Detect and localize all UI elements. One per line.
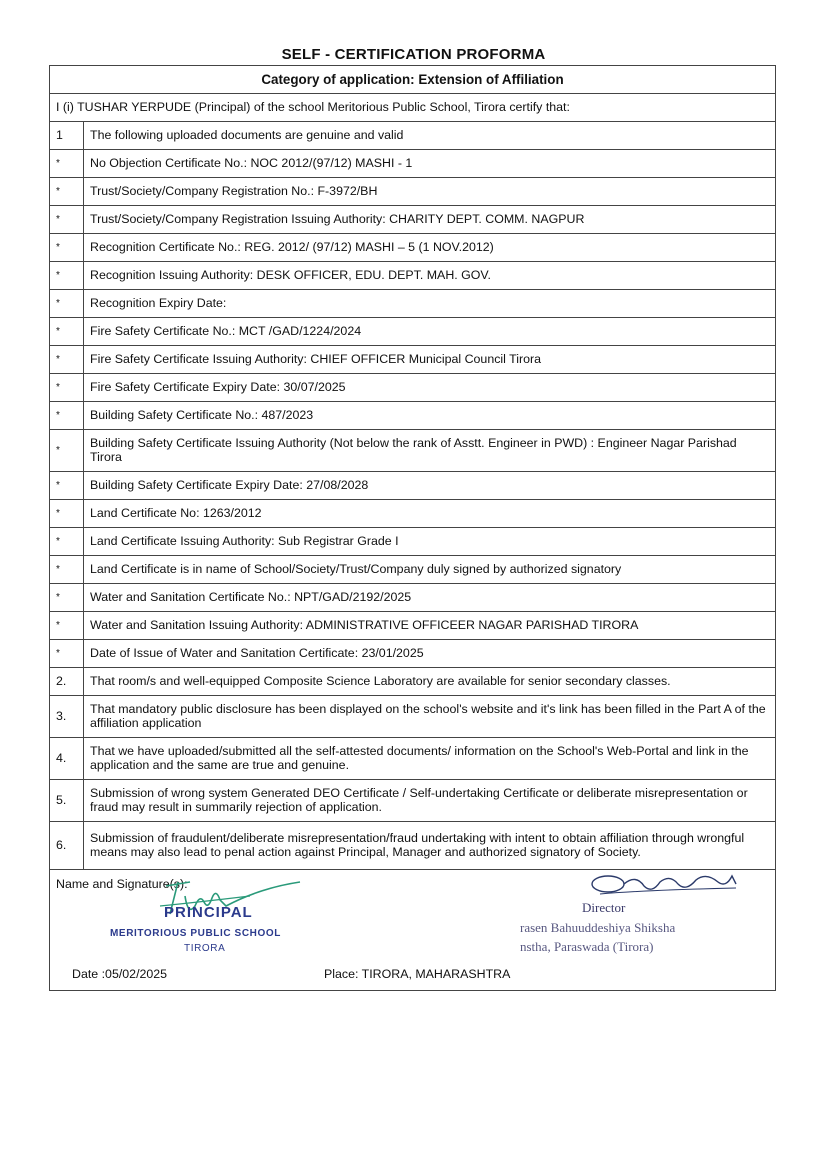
signature-label: Name and Signature(s):	[56, 877, 188, 891]
table-row: * Fire Safety Certificate Issuing Authority: CHIEF OFFICER Municipal Council Tirora	[50, 346, 776, 374]
sanstha-name-line2: nstha, Paraswada (Tirora)	[520, 939, 654, 954]
principal-stamp-title: PRINCIPAL	[164, 904, 253, 921]
director-stamp	[516, 874, 736, 954]
table-row: * Fire Safety Certificate No.: MCT /GAD/1224/2024	[50, 318, 776, 346]
table-row: 3. That mandatory public disclosure has been displayed on the school's website and it's link has been filled in the Part A of the affiliation application	[50, 696, 776, 738]
table-row: * Land Certificate is in name of School/Society/Trust/Company duly signed by authorized signatory	[50, 556, 776, 584]
school-stamp-town: TIRORA	[184, 943, 226, 954]
table-row: * Fire Safety Certificate Expiry Date: 30/07/2025	[50, 374, 776, 402]
table-row: * Building Safety Certificate Issuing Authority (Not below the rank of Asstt. Engineer in PWD) : Engineer Nagar Parishad Tirora	[50, 430, 776, 472]
table-row: * Water and Sanitation Certificate No.: NPT/GAD/2192/2025	[50, 584, 776, 612]
declaration-line: I (i) TUSHAR YERPUDE (Principal) of the school Meritorious Public School, Tirora certify that:	[50, 94, 776, 122]
table-row: * Recognition Issuing Authority: DESK OFFICER, EDU. DEPT. MAH. GOV.	[50, 262, 776, 290]
school-stamp-name: MERITORIOUS PUBLIC SCHOOL	[110, 928, 281, 939]
table-row: 2. That room/s and well-equipped Composite Science Laboratory are available for senior secondary classes.	[50, 668, 776, 696]
principal-stamp	[110, 884, 350, 962]
table-row: * No Objection Certificate No.: NOC 2012/(97/12) MASHI - 1	[50, 150, 776, 178]
table-row: * Trust/Society/Company Registration Issuing Authority: CHARITY DEPT. COMM. NAGPUR	[50, 206, 776, 234]
category-heading: Category of application: Extension of Affiliation	[50, 66, 776, 94]
signature-block	[50, 870, 776, 991]
place-field: Place: TIRORA, MAHARASHTRA	[324, 967, 511, 981]
table-row: 5. Submission of wrong system Generated DEO Certificate / Self-undertaking Certificate or deliberate misrepresentation or fraud may result in summarily rejection of application.	[50, 780, 776, 822]
table-row: * Recognition Certificate No.: REG. 2012/ (97/12) MASHI – 5 (1 NOV.2012)	[50, 234, 776, 262]
table-row: 4. That we have uploaded/submitted all the self-attested documents/ information on the School's Web-Portal and link in the application and the same are true and genuine.	[50, 738, 776, 780]
table-row: * Land Certificate No: 1263/2012	[50, 500, 776, 528]
document-title: SELF - CERTIFICATION PROFORMA	[281, 46, 546, 63]
table-row: * Trust/Society/Company Registration No.: F-3972/BH	[50, 178, 776, 206]
sanstha-name-line1: rasen Bahuuddeshiya Shiksha	[520, 920, 676, 935]
table-row: * Water and Sanitation Issuing Authority: ADMINISTRATIVE OFFICEER NAGAR PARISHAD TIRORA	[50, 612, 776, 640]
table-row: * Date of Issue of Water and Sanitation Certificate: 23/01/2025	[50, 640, 776, 668]
director-signature-icon	[586, 870, 756, 900]
date-field: Date :05/02/2025	[72, 967, 168, 981]
table-row: * Building Safety Certificate Expiry Date: 27/08/2028	[50, 472, 776, 500]
table-row: 6. Submission of fraudulent/deliberate misrepresentation/fraud undertaking with intent to obtain affiliation through wrongful means may also lead to penal action against Principal, Manager and authorized signatory of Society.	[50, 822, 776, 870]
table-row: * Land Certificate Issuing Authority: Sub Registrar Grade I	[50, 528, 776, 556]
director-title: Director	[582, 900, 626, 915]
table-row: 1 The following uploaded documents are genuine and valid	[50, 122, 776, 150]
table-row: * Building Safety Certificate No.: 487/2023	[50, 402, 776, 430]
certification-table	[49, 65, 776, 991]
table-row: * Recognition Expiry Date:	[50, 290, 776, 318]
